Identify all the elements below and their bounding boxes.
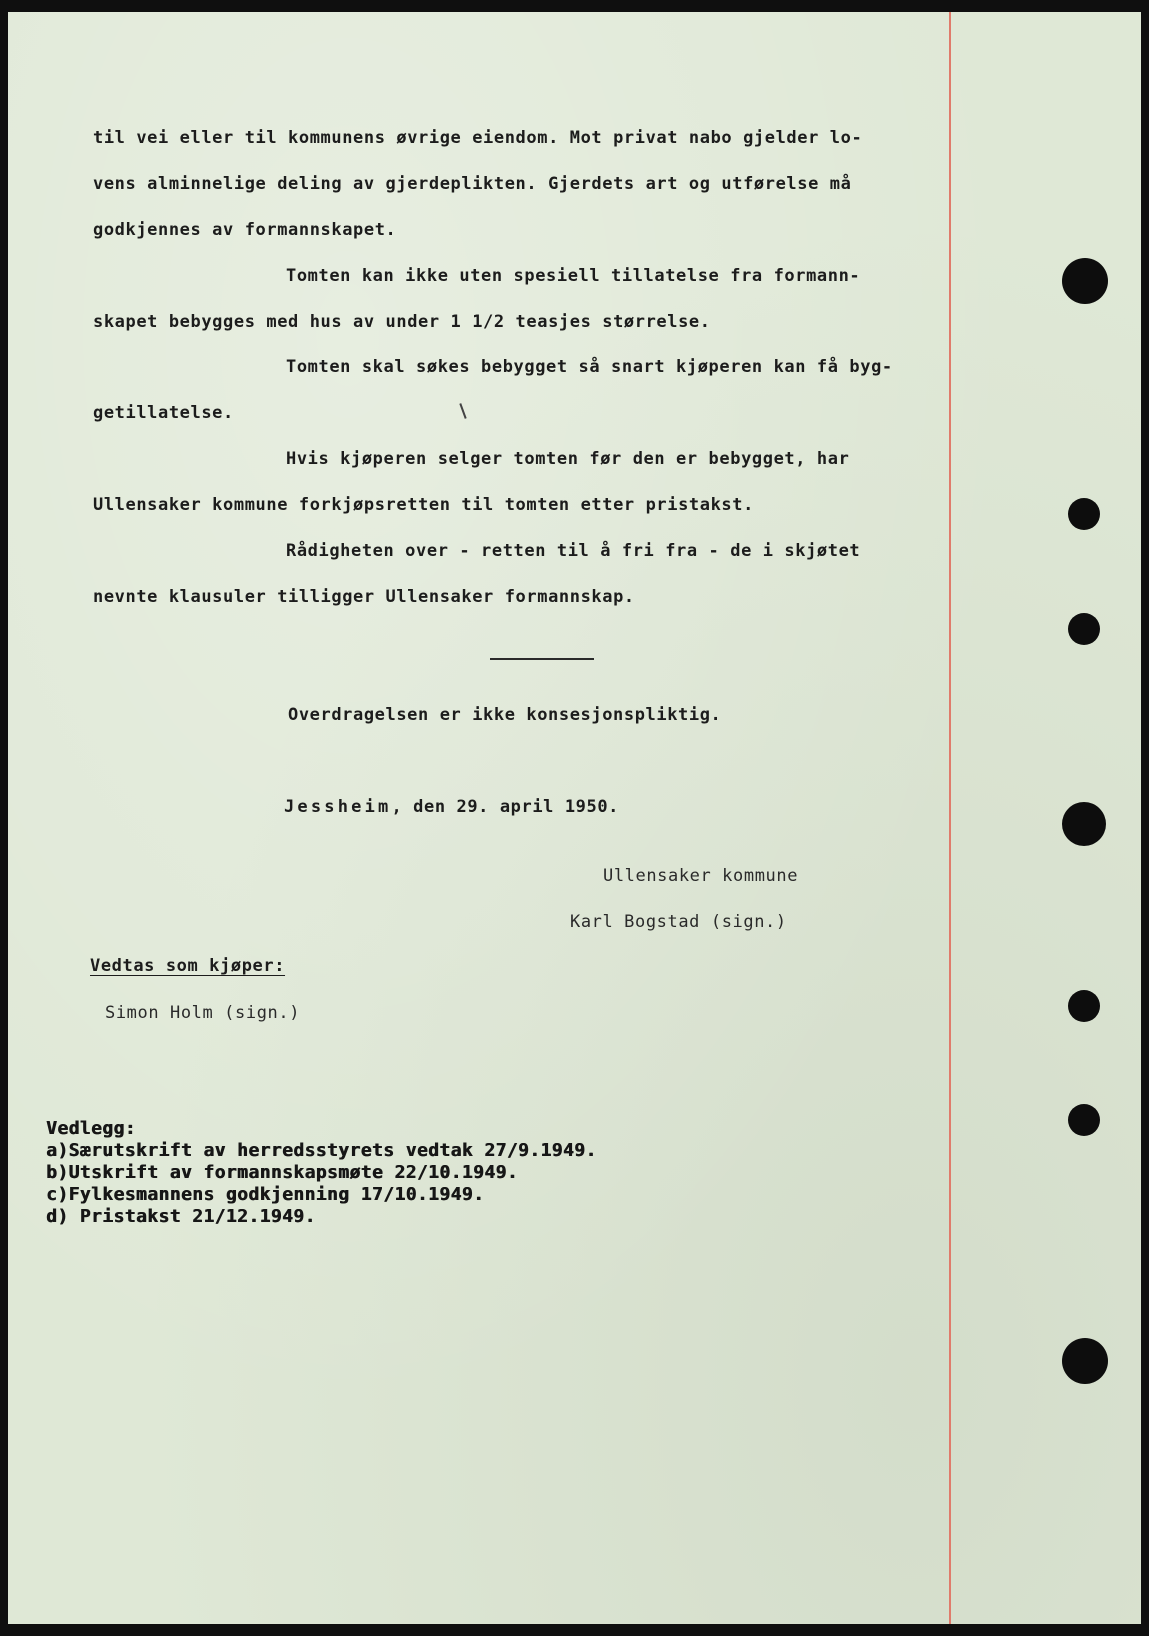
attachment-item: d) Pristakst 21/12.1949. bbox=[46, 1206, 316, 1227]
date-text: , den 29. april 1950. bbox=[391, 797, 620, 817]
body-line-2: vens alminnelige deling av gjerdeplikten. Gjerdets art og utførelse må bbox=[93, 174, 852, 194]
buyer-heading: Vedtas som kjøper: bbox=[90, 956, 286, 976]
attachment-item: c)Fylkesmannens godkjenning 17/10.1949. bbox=[46, 1184, 485, 1205]
body-line-6: Tomten skal søkes bebygget så snart kjøperen kan få byg- bbox=[286, 357, 893, 377]
punch-hole bbox=[1068, 990, 1100, 1022]
body-line-7: getillatelse. bbox=[93, 403, 234, 423]
attachment-item: a)Særutskrift av herredsstyrets vedtak 27/9.1949. bbox=[46, 1140, 597, 1161]
buyer-signature: Simon Holm (sign.) bbox=[105, 1003, 301, 1023]
margin-line bbox=[949, 12, 951, 1624]
punch-hole bbox=[1068, 1104, 1100, 1136]
body-line-1: til vei eller til kommunens øvrige eiendom. Mot privat nabo gjelder lo- bbox=[93, 128, 863, 148]
punch-hole bbox=[1062, 258, 1108, 304]
document-page bbox=[8, 12, 1141, 1624]
attachment-item: b)Utskrift av formannskapsmøte 22/10.1949. bbox=[46, 1162, 518, 1183]
body-line-8: Hvis kjøperen selger tomten før den er bebygget, har bbox=[286, 449, 850, 469]
body-line-10: Rådigheten over - retten til å fri fra - de i skjøtet bbox=[286, 541, 861, 561]
punch-hole bbox=[1062, 802, 1106, 846]
body-line-3: godkjennes av formannskapet. bbox=[93, 220, 397, 240]
body-line-9: Ullensaker kommune forkjøpsretten til tomten etter pristakst. bbox=[93, 495, 754, 515]
place-name: Jessheim bbox=[284, 797, 392, 817]
body-line-4: Tomten kan ikke uten spesiell tillatelse fra formann- bbox=[286, 266, 861, 286]
attachments-heading: Vedlegg: bbox=[46, 1118, 136, 1139]
body-line-11: nevnte klausuler tilligger Ullensaker formannskap. bbox=[93, 587, 635, 607]
punch-hole bbox=[1062, 1338, 1108, 1384]
punch-hole bbox=[1068, 498, 1100, 530]
issuer-name: Ullensaker kommune bbox=[603, 866, 799, 886]
concession-note: Overdragelsen er ikke konsesjonspliktig. bbox=[288, 705, 722, 725]
issuer-signature: Karl Bogstad (sign.) bbox=[570, 912, 787, 932]
separator-rule bbox=[490, 658, 594, 660]
place-date-line bbox=[284, 797, 619, 817]
body-line-5: skapet bebygges med hus av under 1 1/2 teasjes størrelse. bbox=[93, 312, 711, 332]
punch-hole bbox=[1068, 613, 1100, 645]
